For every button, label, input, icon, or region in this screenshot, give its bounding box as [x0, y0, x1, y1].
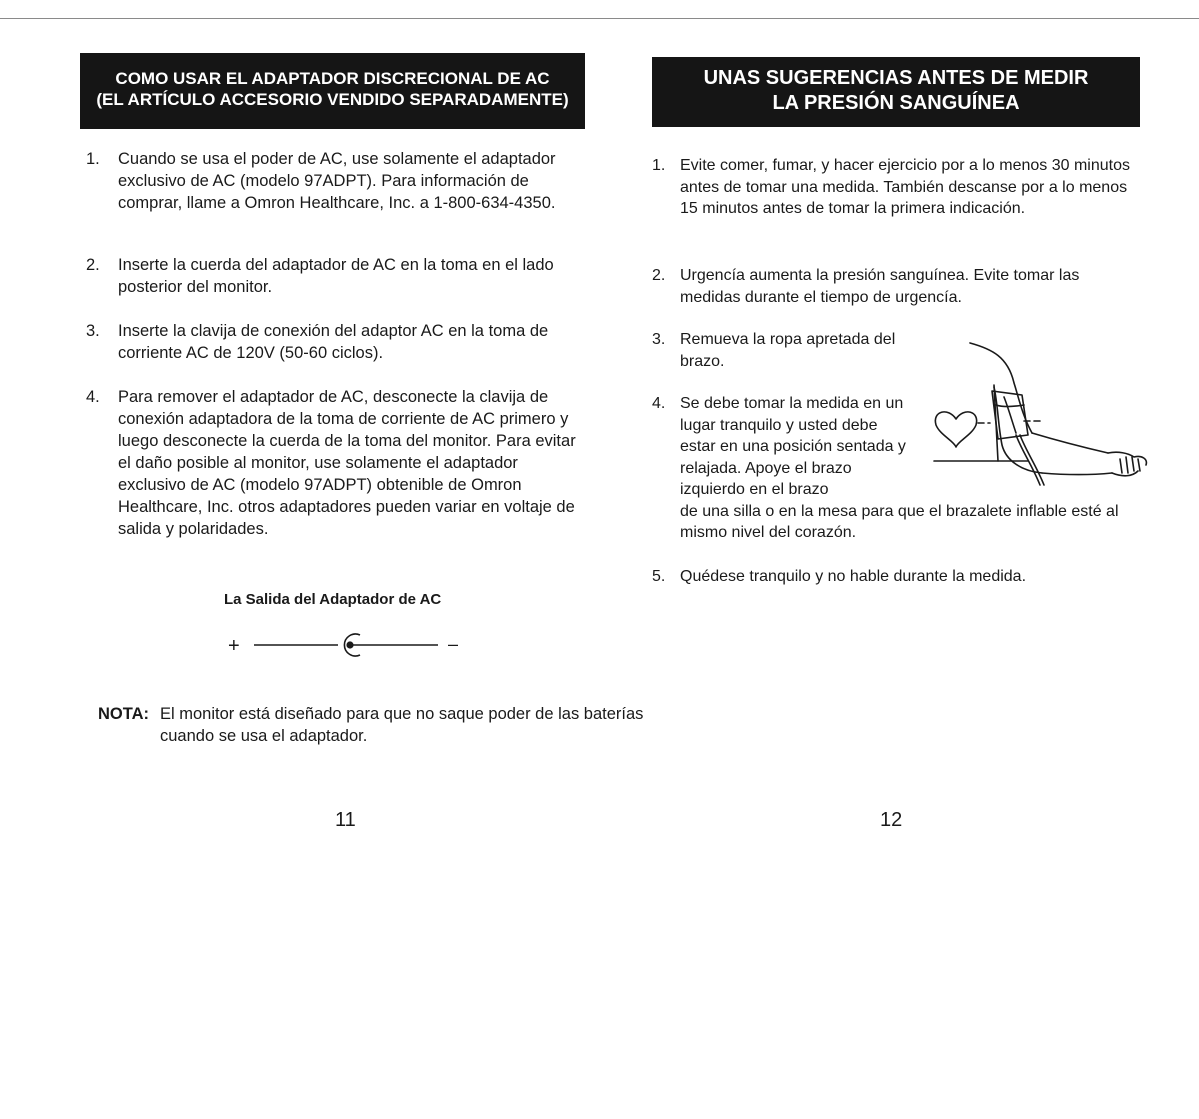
- item-text: Inserte la cuerda del adaptador de AC en la toma en el lado posterior del monitor.: [118, 256, 554, 296]
- item-text: Inserte la clavija de conexión del adaptor AC en la toma de corriente AC de 120V (50-60 ciclos).: [118, 322, 549, 362]
- list-item: [648, 566, 1138, 588]
- item-text-wide: de una silla o en la mesa para que el brazalete inflable esté al mismo nivel del corazón.: [680, 502, 1119, 541]
- item-number: 3.: [652, 331, 666, 348]
- ac-adapter-polarity-icon: [226, 625, 466, 661]
- page-number: 11: [335, 809, 356, 831]
- item-number: 4.: [86, 388, 100, 406]
- item-number: 3.: [86, 322, 100, 340]
- item-number: 2.: [652, 267, 666, 284]
- item-text: Quédese tranquilo y no hable durante la medida.: [680, 567, 1027, 585]
- list-item: [80, 148, 585, 234]
- list-item: [80, 386, 585, 540]
- section-header-tips: [652, 57, 1140, 127]
- item-number: 2.: [86, 256, 100, 274]
- header-line-2: LA PRESIÓN SANGUÍNEA: [772, 92, 1020, 114]
- list-item: [648, 329, 930, 373]
- list-item: [80, 254, 585, 300]
- minus-sign: –: [448, 634, 459, 654]
- arm-with-cuff-and-heart-icon: [932, 335, 1154, 495]
- note-label: NOTA:: [98, 705, 150, 723]
- note: [98, 703, 650, 747]
- item-text-narrow: Se debe tomar la medida en un lugar tranquilo y usted debe estar en una posición sentada y relajada. Apoye el brazo izquierdo en el brazo: [680, 395, 906, 498]
- header-line-1: COMO USAR EL ADAPTADOR DISCRECIONAL DE AC: [115, 69, 550, 88]
- list-item: [80, 320, 585, 366]
- header-line-1: UNAS SUGERENCIAS ANTES DE MEDIR: [703, 67, 1089, 89]
- list-item: [648, 155, 1138, 243]
- header-line-2: (EL ARTÍCULO ACCESORIO VENDIDO SEPARADAMENTE): [96, 90, 569, 109]
- item-text: Evite comer, fumar, y hacer ejercicio por a lo menos 30 minutos antes de tomar una medida. También descanse por a lo menos 15 minutos antes de tomar la primera indicación.: [680, 157, 1130, 217]
- ac-adapter-instructions: [80, 148, 585, 560]
- item-number: 1.: [652, 157, 666, 174]
- item-text: Para remover el adaptador de AC, desconecte la clavija de conexión adaptadora de la toma de corriente de AC primero y luego desconecte la cuerda de la toma del monitor. Para evitar el daño posible al monitor, use solamente el adaptador exclusivo de AC (modelo 97ADPT) obtenible de Omron Healthcare, Inc. otros adaptadores pueden variar en voltaje de salida y polaridades.: [118, 388, 576, 538]
- page-number: 12: [880, 809, 903, 831]
- item-text: Remueva la ropa apretada del brazo.: [680, 331, 896, 370]
- item-number: 5.: [652, 567, 666, 585]
- note-text: El monitor está diseñado para que no saque poder de las baterías cuando se usa el adaptador.: [160, 705, 644, 745]
- item-text: Urgencía aumenta la presión sanguínea. Evite tomar las medidas durante el tiempo de urgencía.: [680, 267, 1080, 306]
- top-rule: [0, 18, 1199, 19]
- list-item: [648, 265, 1138, 309]
- item-text: Cuando se usa el poder de AC, use solamente el adaptador exclusivo de AC (modelo 97ADPT). Para información de comprar, llame a Omron Healthcare, Inc. a 1-800-634-4350.: [118, 150, 556, 212]
- plus-sign: +: [228, 635, 240, 657]
- adapter-output-title: La Salida del Adaptador de AC: [224, 591, 442, 608]
- section-header-ac-adapter: [80, 53, 585, 129]
- item-number: 1.: [86, 150, 100, 168]
- item-number: 4.: [652, 395, 666, 412]
